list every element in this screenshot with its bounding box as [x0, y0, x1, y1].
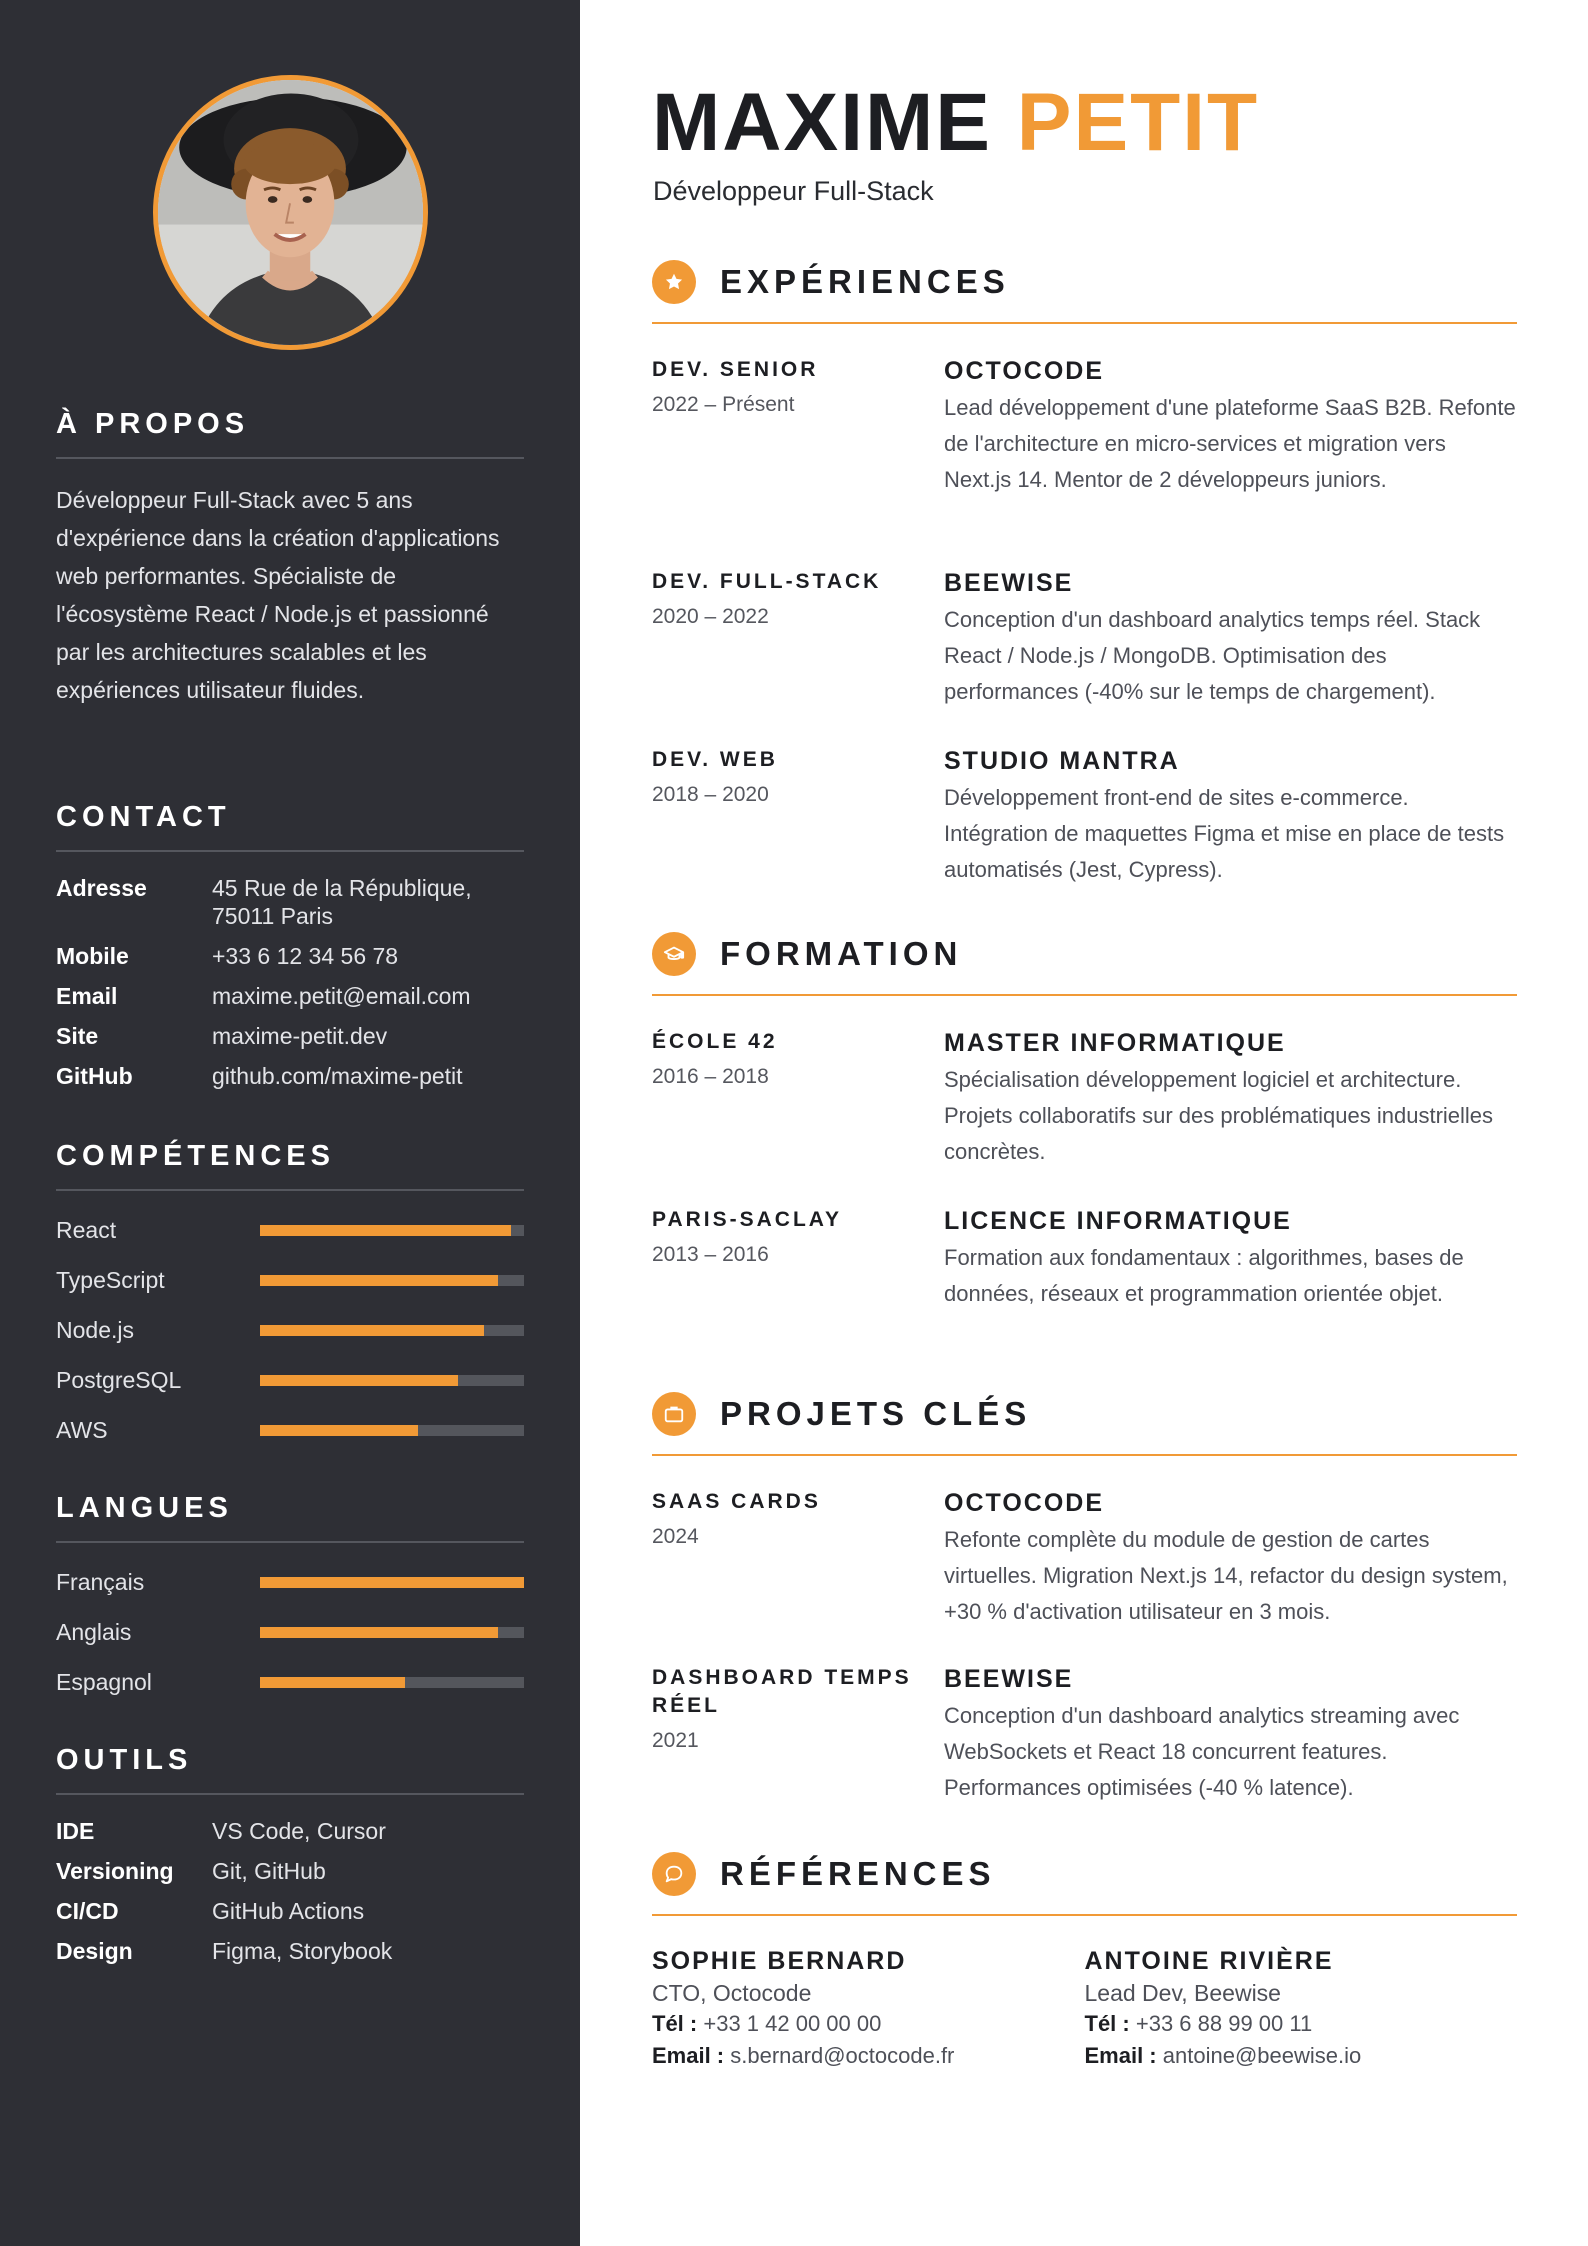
contact-key: Email [56, 983, 118, 1009]
contact-section [56, 801, 524, 1090]
contact-key: GitHub [56, 1063, 133, 1089]
language-name: Espagnol [56, 1668, 152, 1695]
language-level-fill [260, 1677, 405, 1688]
experience-description: Lead développement d'une plateforme SaaS B2B. Refonte de l'architecture en micro-services et migration vers Next.js 14. Mentor de 2 développeurs juniors. [944, 395, 1516, 492]
experience-meta [652, 356, 944, 498]
tools-row [56, 1897, 524, 1925]
language-name: Français [56, 1568, 145, 1595]
education-header [652, 928, 1517, 996]
projects-heading: PROJETS CLÉS [720, 1395, 1032, 1432]
skill-level-bar [260, 1325, 524, 1336]
skills-section [56, 1140, 524, 1455]
skills-heading: COMPÉTENCES [56, 1140, 524, 1191]
contact-row-site [56, 1022, 524, 1050]
email-label: Email : [1084, 2043, 1157, 2068]
language-row [56, 1557, 524, 1607]
skill-name: TypeScript [56, 1266, 165, 1293]
experience-body [944, 356, 1517, 498]
experience-heading: EXPÉRIENCES [720, 263, 1010, 300]
languages-list [56, 1557, 524, 1707]
education-role: PARIS-SACLAY [652, 1208, 843, 1231]
skill-level-fill [260, 1275, 498, 1286]
education-date: 2016 – 2018 [652, 1065, 769, 1088]
skill-level-fill [260, 1425, 418, 1436]
education-organization: LICENCE INFORMATIQUE [944, 1207, 1292, 1235]
skill-row [56, 1255, 524, 1305]
project-date: 2024 [652, 1525, 699, 1548]
project-role: DASHBOARD TEMPS RÉEL [652, 1666, 912, 1717]
tools-section [56, 1744, 524, 1965]
graduation-cap-icon [652, 932, 696, 976]
project-date: 2021 [652, 1729, 699, 1752]
projects-header [652, 1388, 1517, 1456]
reference-role: CTO, Octocode [652, 1980, 812, 2006]
project-meta [652, 1664, 944, 1806]
contact-row-address [56, 874, 524, 930]
education-entry [652, 1206, 1517, 1312]
contact-email-link[interactable]: maxime.petit@email.com [212, 983, 471, 1009]
job-title: Développeur Full-Stack [653, 176, 934, 206]
reference-email [1085, 2040, 1518, 2072]
skill-level-bar [260, 1425, 524, 1436]
education-description: Formation aux fondamentaux : algorithmes, bases de données, réseaux et programmation orientée objet. [944, 1245, 1464, 1306]
language-level-bar [260, 1577, 524, 1588]
reference-card [652, 1946, 1085, 2072]
education-description: Spécialisation développement logiciel et architecture. Projets collaboratifs sur des problématiques industrielles concrètes. [944, 1067, 1494, 1164]
tools-value: Figma, Storybook [212, 1938, 393, 1964]
about-text: Développeur Full-Stack avec 5 ans d'expérience dans la création d'applications web performantes. Spécialiste de l'écosystème React / Node.js et passionné par les architectures scalables et les expériences utilisateur fluides. [56, 487, 500, 703]
languages-section [56, 1492, 524, 1707]
contact-key: Adresse [56, 875, 147, 901]
skill-row [56, 1405, 524, 1455]
education-meta [652, 1028, 944, 1170]
reference-phone-value[interactable]: +33 6 88 99 00 11 [1135, 2011, 1313, 2036]
tools-value: VS Code, Cursor [212, 1818, 386, 1844]
briefcase-icon [652, 1392, 696, 1436]
star-icon [652, 260, 696, 304]
reference-card [1085, 1946, 1518, 2072]
skill-name: PostgreSQL [56, 1366, 182, 1393]
email-label: Email : [652, 2043, 725, 2068]
skill-level-bar [260, 1275, 524, 1286]
contact-mobile[interactable]: +33 6 12 34 56 78 [212, 943, 399, 969]
reference-phone-value[interactable]: +33 1 42 00 00 00 [703, 2011, 882, 2036]
experience-date: 2022 – Présent [652, 393, 795, 416]
experience-organization: STUDIO MANTRA [944, 747, 1180, 775]
skill-name: AWS [56, 1416, 108, 1443]
project-body [944, 1664, 1517, 1806]
experience-meta [652, 746, 944, 888]
reference-phone [1085, 2008, 1518, 2040]
person-name [652, 78, 1259, 168]
experience-role: DEV. SENIOR [652, 358, 819, 381]
experience-meta [652, 568, 944, 710]
tools-key: Design [56, 1938, 133, 1964]
references-heading: RÉFÉRENCES [720, 1855, 996, 1892]
contact-heading: CONTACT [56, 801, 524, 852]
project-organization: BEEWISE [944, 1665, 1074, 1693]
references-section [652, 1848, 1517, 1916]
tools-heading: OUTILS [56, 1744, 524, 1795]
education-role: ÉCOLE 42 [652, 1030, 778, 1053]
experience-date: 2020 – 2022 [652, 605, 769, 628]
references-list [652, 1946, 1517, 2072]
experience-header [652, 256, 1517, 324]
language-name: Anglais [56, 1618, 132, 1645]
skill-level-bar [260, 1225, 524, 1236]
education-heading: FORMATION [720, 935, 963, 972]
skill-level-fill [260, 1325, 484, 1336]
skill-level-fill [260, 1225, 511, 1236]
education-date: 2013 – 2016 [652, 1243, 769, 1266]
main-content [580, 0, 1588, 2246]
experience-entry [652, 356, 1517, 498]
experience-body [944, 568, 1517, 710]
reference-phone [652, 2008, 1085, 2040]
contact-row-github [56, 1062, 524, 1090]
language-level-fill [260, 1627, 498, 1638]
reference-email-value[interactable]: antoine@beewise.io [1162, 2043, 1362, 2068]
contact-address: 45 Rue de la République, 75011 Paris [212, 875, 472, 929]
project-entry [652, 1488, 1517, 1630]
contact-github-link[interactable]: github.com/maxime-petit [212, 1063, 463, 1089]
project-body [944, 1488, 1517, 1630]
project-entry [652, 1664, 1517, 1806]
language-row [56, 1607, 524, 1657]
about-section [56, 408, 524, 709]
education-meta [652, 1206, 944, 1312]
education-body [944, 1028, 1517, 1170]
skill-level-fill [260, 1375, 458, 1386]
experience-entry [652, 568, 1517, 710]
reference-email [652, 2040, 1085, 2072]
experience-role: DEV. FULL-STACK [652, 570, 882, 593]
experience-body [944, 746, 1517, 888]
language-level-fill [260, 1577, 524, 1588]
language-level-bar [260, 1677, 524, 1688]
last-name: PETIT [1016, 77, 1260, 168]
education-body [944, 1206, 1517, 1312]
project-meta [652, 1488, 944, 1630]
skill-name: Node.js [56, 1316, 134, 1343]
portrait-image [158, 80, 423, 345]
tools-value: GitHub Actions [212, 1898, 365, 1924]
skill-row [56, 1205, 524, 1255]
profile-photo [153, 75, 428, 350]
tools-value: Git, GitHub [212, 1858, 326, 1884]
experience-section [652, 256, 1517, 324]
tools-key: CI/CD [56, 1898, 119, 1924]
phone-label: Tél : [1084, 2011, 1130, 2036]
chat-bubble-icon [652, 1852, 696, 1896]
reference-email-value[interactable]: s.bernard@octocode.fr [730, 2043, 955, 2068]
contact-row-email [56, 982, 524, 1010]
contact-key: Mobile [56, 943, 129, 969]
experience-organization: OCTOCODE [944, 357, 1104, 385]
tools-row [56, 1857, 524, 1885]
experience-organization: BEEWISE [944, 569, 1074, 597]
project-organization: OCTOCODE [944, 1489, 1104, 1517]
skill-row [56, 1355, 524, 1405]
tools-row [56, 1817, 524, 1845]
sidebar [0, 0, 580, 2246]
reference-name: SOPHIE BERNARD [652, 1947, 907, 1975]
experience-description: Conception d'un dashboard analytics temps réel. Stack React / Node.js / MongoDB. Optimisation des performances (-40% sur le temps de chargement). [944, 607, 1481, 704]
reference-role: Lead Dev, Beewise [1084, 1980, 1281, 2006]
language-level-bar [260, 1627, 524, 1638]
about-heading: À PROPOS [56, 408, 524, 459]
experience-role: DEV. WEB [652, 748, 778, 771]
skills-list [56, 1205, 524, 1455]
reference-name: ANTOINE RIVIÈRE [1084, 1947, 1334, 1975]
phone-label: Tél : [652, 2011, 698, 2036]
language-row [56, 1657, 524, 1707]
contact-key: Site [56, 1023, 99, 1049]
skill-level-bar [260, 1375, 524, 1386]
contact-row-mobile [56, 942, 524, 970]
project-description: Conception d'un dashboard analytics streaming avec WebSockets et React 18 concurrent features. Performances optimisées (-40 % latence). [944, 1703, 1460, 1800]
education-section [652, 928, 1517, 996]
project-role: SAAS CARDS [652, 1490, 821, 1513]
skill-row [56, 1305, 524, 1355]
tools-key: Versioning [56, 1858, 174, 1884]
project-description: Refonte complète du module de gestion de cartes virtuelles. Migration Next.js 14, refactor du design system, +30 % d'activation utilisateur en 3 mois. [944, 1527, 1508, 1624]
experience-date: 2018 – 2020 [652, 783, 769, 806]
education-organization: MASTER INFORMATIQUE [944, 1029, 1286, 1057]
contact-site-link[interactable]: maxime-petit.dev [212, 1023, 388, 1049]
skill-name: React [56, 1216, 117, 1243]
experience-entry [652, 746, 1517, 888]
experience-description: Développement front-end de sites e-commerce. Intégration de maquettes Figma et mise en place de tests automatisés (Jest, Cypress). [944, 785, 1505, 882]
projects-section [652, 1388, 1517, 1456]
references-header [652, 1848, 1517, 1916]
education-entry [652, 1028, 1517, 1170]
languages-heading: LANGUES [56, 1492, 524, 1543]
first-name: MAXIME [652, 77, 992, 168]
tools-key: IDE [56, 1818, 95, 1844]
tools-row [56, 1937, 524, 1965]
